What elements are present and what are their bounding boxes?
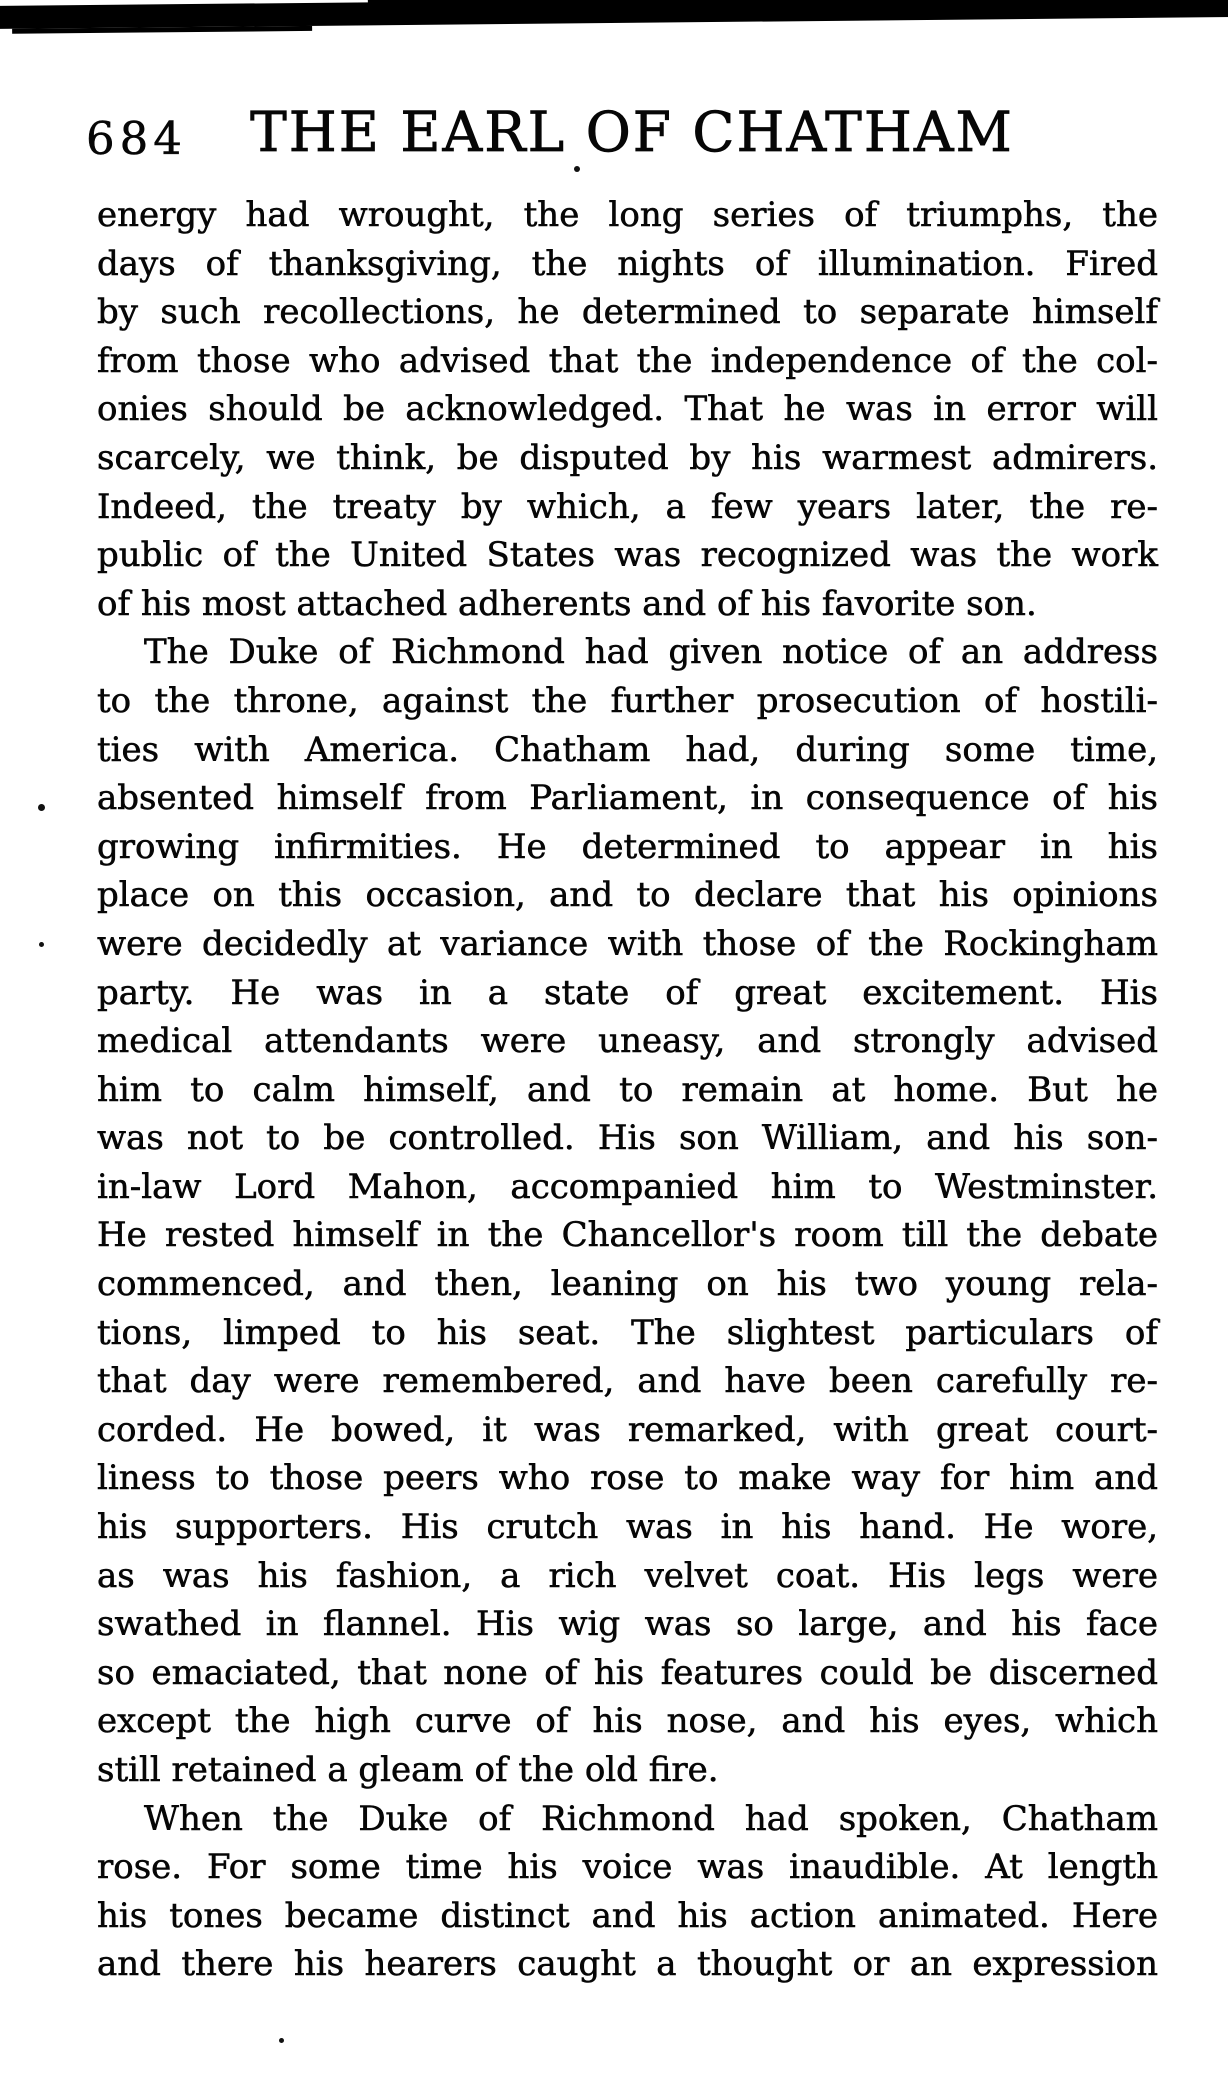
- scan-speck: [279, 2038, 284, 2043]
- text-line: as was his fashion, a rich velvet coat. His legs were: [97, 1555, 1158, 1596]
- page-body: [97, 191, 1158, 1989]
- text-line: that day were remembered, and have been carefully re-: [97, 1361, 1158, 1402]
- text-line: swathed in flannel. His wig was so large, and his face: [97, 1604, 1158, 1645]
- text-line: onies should be acknowledged. That he was in error will: [97, 389, 1158, 430]
- text-line: commenced, and then, leaning on his two young rela-: [97, 1264, 1158, 1305]
- text-line: so emaciated, that none of his features could be discerned: [97, 1652, 1158, 1693]
- paragraph: [97, 1795, 1158, 1989]
- text-line: corded. He bowed, it was remarked, with great court-: [97, 1409, 1158, 1450]
- text-line: to the throne, against the further prosecution of hostili-: [97, 680, 1158, 721]
- text-line: were decidedly at variance with those of the Rockingham: [97, 923, 1158, 964]
- text-line: days of thanksgiving, the nights of illumination. Fired: [97, 243, 1158, 284]
- text-line: party. He was in a state of great excitement. His: [97, 972, 1158, 1013]
- text-line: absented himself from Parliament, in consequence of his: [97, 778, 1158, 819]
- text-line: from those who advised that the independence of the col-: [97, 340, 1158, 381]
- text-line: tions, limped to his seat. The slightest particulars of: [97, 1312, 1158, 1353]
- scan-speck: [38, 804, 45, 811]
- text-line: and there his hearers caught a thought or an expression: [97, 1944, 1158, 1985]
- scan-speck: [574, 166, 580, 172]
- text-line: energy had wrought, the long series of triumphs, the: [97, 195, 1158, 235]
- text-line: When the Duke of Richmond had spoken, Chatham: [144, 1798, 1158, 1839]
- text-line: ties with America. Chatham had, during some time,: [97, 729, 1158, 770]
- text-line: of his most attached adherents and of his favorite son.: [97, 583, 1037, 624]
- text-line: except the high curve of his nose, and his eyes, which: [97, 1701, 1158, 1742]
- text-line: The Duke of Richmond had given notice of an address: [144, 632, 1158, 673]
- text-line: scarcely, we think, be disputed by his warmest admirers.: [97, 437, 1158, 478]
- text-line: was not to be controlled. His son William, and his son-: [97, 1118, 1158, 1159]
- text-line: liness to those peers who rose to make way for him and: [97, 1458, 1158, 1499]
- scan-speck: [39, 942, 44, 947]
- text-line: in-law Lord Mahon, accompanied him to Westminster.: [97, 1166, 1158, 1207]
- text-line: Indeed, the treaty by which, a few years later, the re-: [97, 486, 1158, 527]
- running-title: THE EARL OF CHATHAM: [250, 100, 1014, 164]
- text-line: rose. For some time his voice was inaudible. At length: [97, 1847, 1158, 1888]
- text-line: by such recollections, he determined to separate himself: [97, 292, 1158, 333]
- page-header: [0, 98, 1228, 168]
- text-line: public of the United States was recognized was the work: [97, 535, 1158, 576]
- text-line: his tones became distinct and his action animated. Here: [97, 1895, 1158, 1936]
- text-line: medical attendants were uneasy, and strongly advised: [97, 1021, 1158, 1062]
- text-line: place on this occasion, and to declare that his opinions: [97, 875, 1158, 916]
- text-line: him to calm himself, and to remain at home. But he: [97, 1069, 1158, 1110]
- page-number: 684: [86, 112, 187, 165]
- text-line: He rested himself in the Chancellor's room till the debate: [97, 1215, 1158, 1256]
- text-line: growing infirmities. He determined to appear in his: [97, 826, 1158, 867]
- scan-artifact-top-bar: [0, 0, 1228, 29]
- text-line: still retained a gleam of the old fire.: [97, 1750, 719, 1790]
- paragraph: [97, 191, 1158, 628]
- paragraph: [97, 628, 1158, 1794]
- text-line: his supporters. His crutch was in his hand. He wore,: [97, 1507, 1158, 1548]
